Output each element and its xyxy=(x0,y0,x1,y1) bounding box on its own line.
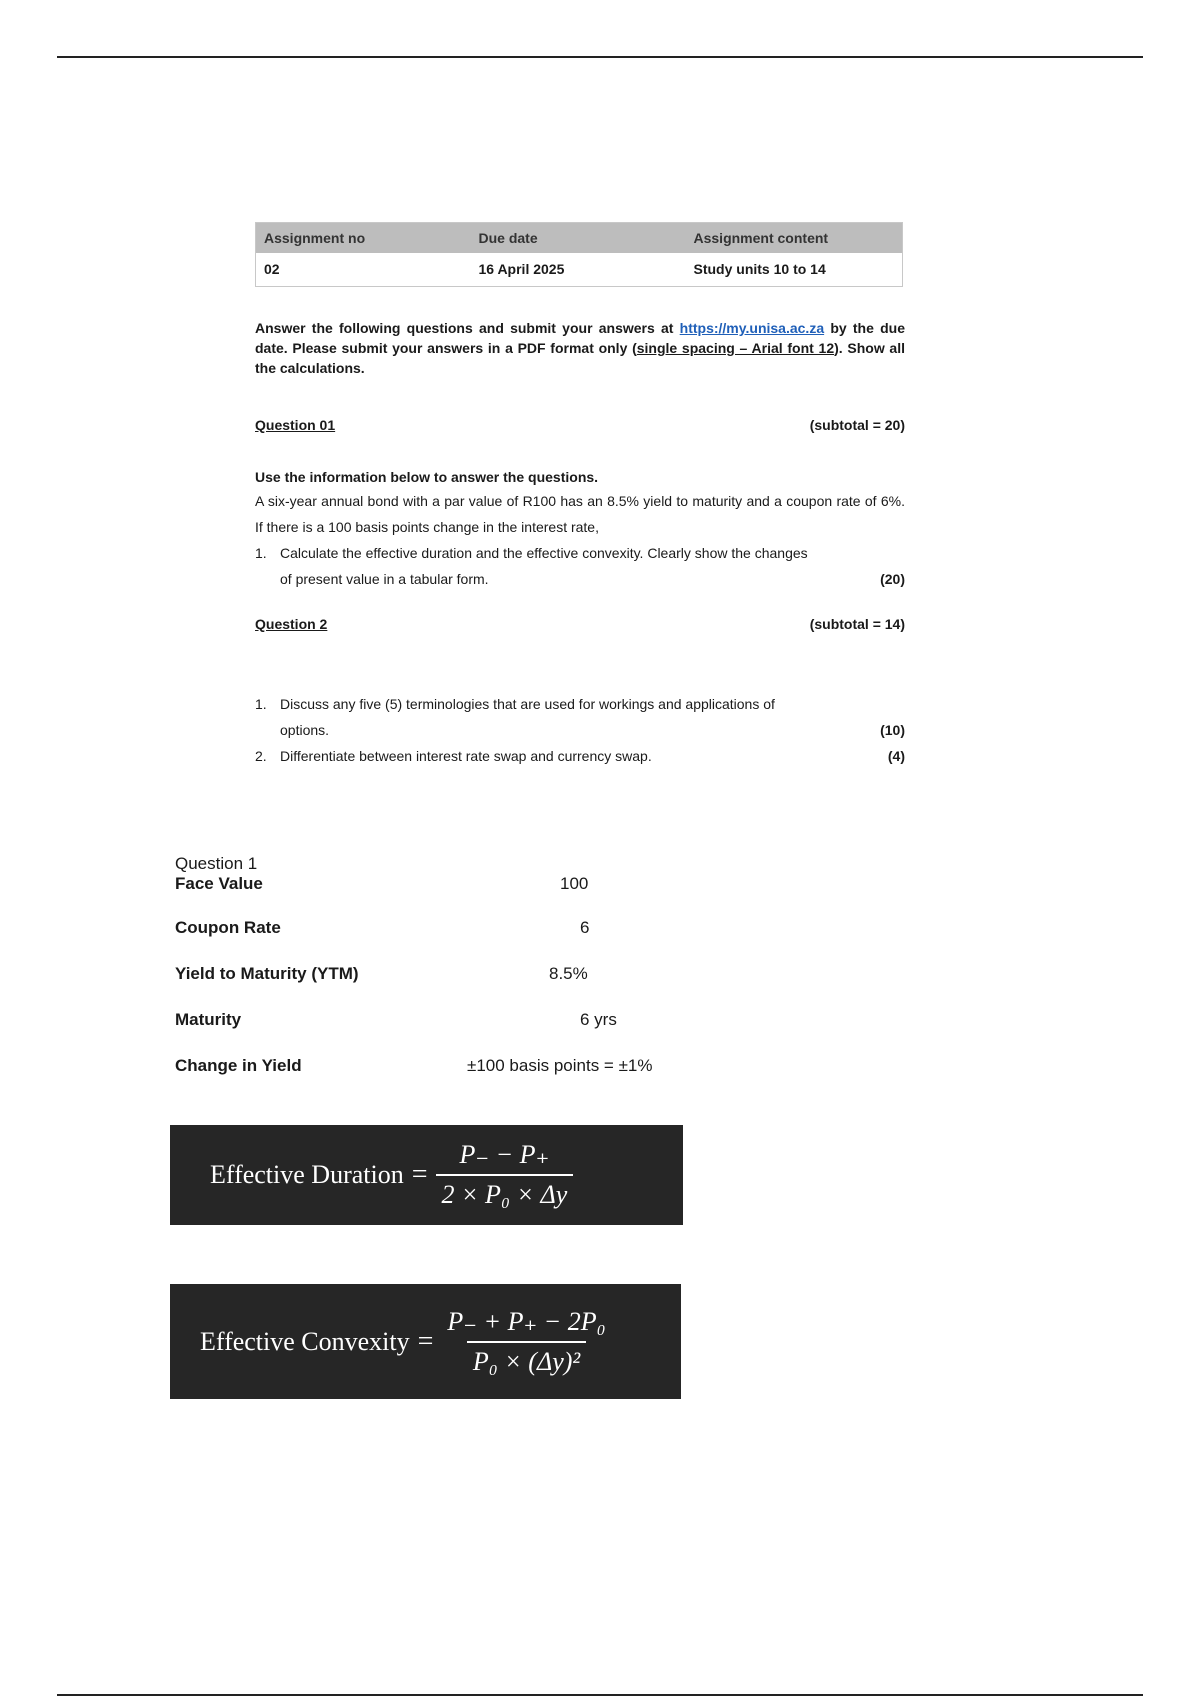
row-label: Yield to Maturity (YTM) xyxy=(175,964,359,983)
item-marks: (4) xyxy=(887,748,905,764)
header-assignment-content: Assignment content xyxy=(686,223,903,254)
question1-header xyxy=(255,417,905,433)
answer-row-change-in-yield xyxy=(175,1056,875,1102)
formula-label: Effective Duration xyxy=(210,1160,404,1189)
bottom-rule xyxy=(57,1694,1143,1696)
row-label: Change in Yield xyxy=(175,1056,302,1075)
row-label: Maturity xyxy=(175,1010,242,1029)
instructions-text: Answer the following questions and submit your answers at xyxy=(255,320,680,336)
row-label: Face Value xyxy=(175,874,263,893)
answer-title: Question 1 xyxy=(175,854,258,873)
answer-section xyxy=(175,854,875,1102)
formatting-requirement: single spacing – Arial font 12 xyxy=(636,340,835,356)
formula-numerator: P₋ − P₊ xyxy=(459,1140,550,1169)
item-number: 1. xyxy=(255,696,267,712)
row-value: ±100 basis points = ±1% xyxy=(467,1056,653,1075)
question1-lead: Use the information below to answer the questions. xyxy=(255,469,599,485)
list-item xyxy=(255,743,905,769)
question1-paragraph: A six-year annual bond with a par value of R100 has an 8.5% yield to maturity and a coupon rate of 6%. If there is a 100 basis points change in the interest rate, xyxy=(255,493,905,535)
question2-title: Question 2 xyxy=(255,616,328,632)
header-due-date: Due date xyxy=(471,223,686,254)
item-text: Discuss any five (5) terminologies that are used for workings and applications of xyxy=(280,696,775,712)
answer-row-face-value xyxy=(175,874,875,918)
submission-link[interactable]: https://my.unisa.ac.za xyxy=(679,320,825,336)
instructions-text-2: by the due date. Please submit your answers in a PDF format only ( xyxy=(255,320,905,356)
header-assignment-no: Assignment no xyxy=(256,223,471,254)
row-value: 6 xyxy=(580,918,590,937)
equals-sign: = xyxy=(411,1159,428,1190)
formula-label: Effective Convexity xyxy=(200,1326,410,1356)
cell-due-date: 16 April 2025 xyxy=(478,261,565,277)
item-marks: (10) xyxy=(880,722,905,738)
table-row xyxy=(256,253,903,287)
item-text: Calculate the effective duration and the effective convexity. Clearly show the changes xyxy=(280,545,808,561)
formula-denominator: P₀ × (Δy)² xyxy=(467,1341,586,1377)
top-rule xyxy=(57,56,1143,58)
row-value: 100 xyxy=(560,874,589,893)
formula-fraction xyxy=(436,1140,574,1210)
cell-assignment-no: 02 xyxy=(264,261,280,277)
item-text-cont: of present value in a tabular form. xyxy=(280,571,489,587)
item-number: 1. xyxy=(255,545,267,561)
assignment-sheet xyxy=(255,222,905,769)
formula-numerator: P₋ + P₊ − 2P₀ xyxy=(447,1306,606,1336)
item-text-cont: options. xyxy=(280,722,330,738)
row-value: 8.5% xyxy=(549,964,588,983)
instructions xyxy=(255,318,905,378)
item-text: Differentiate between interest rate swap and currency swap. xyxy=(280,748,652,764)
question1-title: Question 01 xyxy=(255,417,336,433)
instructions-text-3: ). Show all the calculations. xyxy=(255,340,905,376)
formula-fraction xyxy=(441,1307,611,1377)
answer-row-ytm xyxy=(175,964,875,1010)
answer-row-maturity xyxy=(175,1010,875,1056)
list-item xyxy=(255,691,905,743)
item-marks: (20) xyxy=(880,571,905,587)
question1-subtotal: (subtotal = 20) xyxy=(809,417,905,433)
question2-header xyxy=(255,616,905,632)
cell-assignment-content: Study units 10 to 14 xyxy=(693,261,826,277)
item-number: 2. xyxy=(255,748,267,764)
equals-sign: = xyxy=(417,1325,434,1357)
answer-row-coupon-rate xyxy=(175,918,875,964)
list-item xyxy=(255,540,905,592)
row-value: 6 yrs xyxy=(580,1010,617,1029)
assignment-table xyxy=(255,222,903,287)
formula-denominator: 2 × P₀ × Δy xyxy=(436,1174,574,1210)
row-label: Coupon Rate xyxy=(175,918,281,937)
question2-subtotal: (subtotal = 14) xyxy=(809,616,905,632)
effective-convexity-formula xyxy=(170,1284,681,1399)
effective-duration-formula xyxy=(170,1125,683,1225)
